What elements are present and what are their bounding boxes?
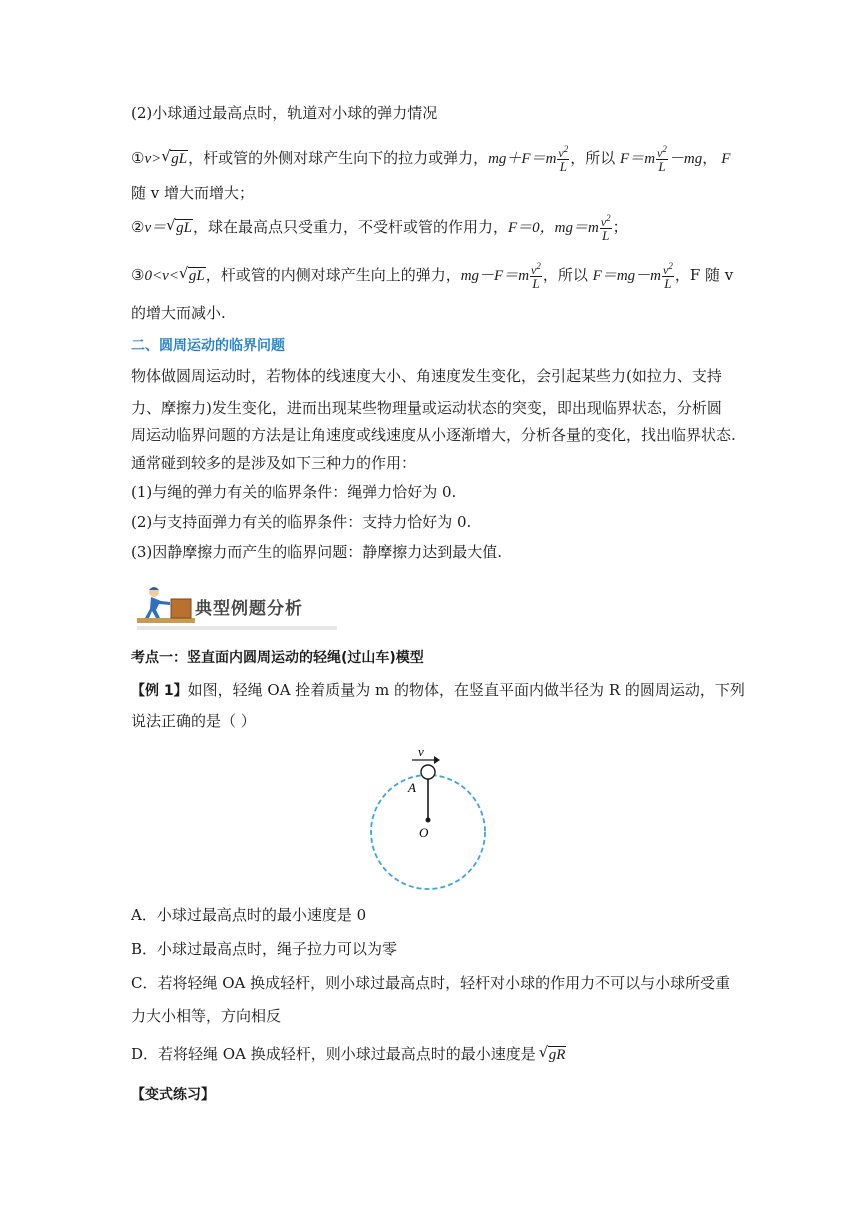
fraction: $\frac{v^2}{L}$: [657, 144, 667, 174]
label-A: A: [408, 780, 416, 795]
case3-line: ③0<v< √ gL，杆或管的内侧对球产生向上的弹力，mg－F＝m $\frac{v^2}{L}$ ，所以 F＝mg－m $\frac{v^2}{L}$ ，F 随 v: [131, 261, 734, 291]
banner-underline: [137, 626, 337, 632]
center-point: [426, 818, 431, 823]
example-banner: [137, 582, 337, 632]
label-O: O: [419, 825, 429, 840]
paragraph-line: 通常碰到较多的是涉及如下三种力的作用：: [131, 454, 417, 472]
circle-figure: [360, 740, 500, 900]
option-d: D．若将轻绳 OA 换成轻杆，则小球过最高点时的最小速度是 √ gR: [131, 1043, 566, 1063]
subsection-line: (2)小球通过最高点时，轨道对小球的弹力情况: [131, 104, 438, 122]
case3-cont-line: 的增大而减小.: [131, 304, 226, 322]
example-line: 【例 1】如图，轻绳 OA 拴着质量为 m 的物体，在竖直平面内做半径为 R 的圆周运动，下列: [131, 681, 745, 699]
case1-cont-line: 随 v 增大而增大；: [131, 184, 255, 202]
condition-item: (3)因静摩擦力而产生的临界问题：静摩擦力达到最大值.: [131, 543, 503, 561]
paragraph-line: 物体做圆周运动时，若物体的线速度大小、角速度发生变化，会引起某些力(如拉力、支持: [131, 367, 722, 385]
case1-line: ①v> √ gL，杆或管的外侧对球产生向下的拉力或弹力，mg＋F＝m $\frac{v^2}{L}$ ，所以 F＝m $\frac{v^2}{L}$ －mg， F: [131, 144, 731, 174]
fraction: $\frac{v^2}{L}$: [531, 261, 541, 291]
fraction: $\frac{v^2}{L}$: [600, 213, 611, 243]
banner-title: 典型例题分析: [195, 599, 303, 619]
fraction: $\frac{v^2}{L}$: [662, 261, 673, 291]
paragraph-line: 周运动临界问题的方法是让角速度或线速度从小逐渐增大，分析各量的变化，找出临界状态.: [131, 426, 736, 444]
paragraph-line: 力、摩擦力)发生变化，进而出现某些物理量或运动状态的突变，即出现临界状态，分析圆: [131, 399, 722, 417]
case2-line: ②v＝ √ gL，球在最高点只受重力，不受杆或管的作用力，F＝0，mg＝m $\frac{v^2}{L}$ ；: [131, 213, 628, 243]
condition-item: (2)与支持面弹力有关的临界条件：支持力恰好为 0.: [131, 513, 472, 531]
example-line: 说法正确的是（ ）: [131, 712, 256, 730]
topic-heading: 考点一：竖直面内圆周运动的轻绳(过山车)模型: [131, 650, 424, 666]
option-a: A．小球过最高点时的最小速度是 0: [131, 906, 367, 924]
example-tag: 【例 1】: [131, 683, 188, 699]
fraction: $\frac{v^2}{L}$: [558, 144, 569, 174]
option-c-cont: 力大小相等，方向相反: [131, 1007, 282, 1025]
option-c: C．若将轻绳 OA 换成轻杆，则小球过最高点时，轻杆对小球的作用力不可以与小球所受重: [131, 974, 731, 992]
condition-item: (1)与绳的弹力有关的临界条件：绳弹力恰好为 0.: [131, 483, 457, 501]
variant-heading: 【变式练习】: [131, 1087, 215, 1103]
section-heading: 二、圆周运动的临界问题: [131, 338, 285, 354]
boy-pushing-box-icon: [137, 582, 197, 630]
ball: [421, 765, 435, 779]
option-b: B．小球过最高点时，绳子拉力可以为零: [131, 940, 398, 958]
label-v: v: [418, 744, 424, 759]
arrow-head-icon: [434, 756, 440, 764]
